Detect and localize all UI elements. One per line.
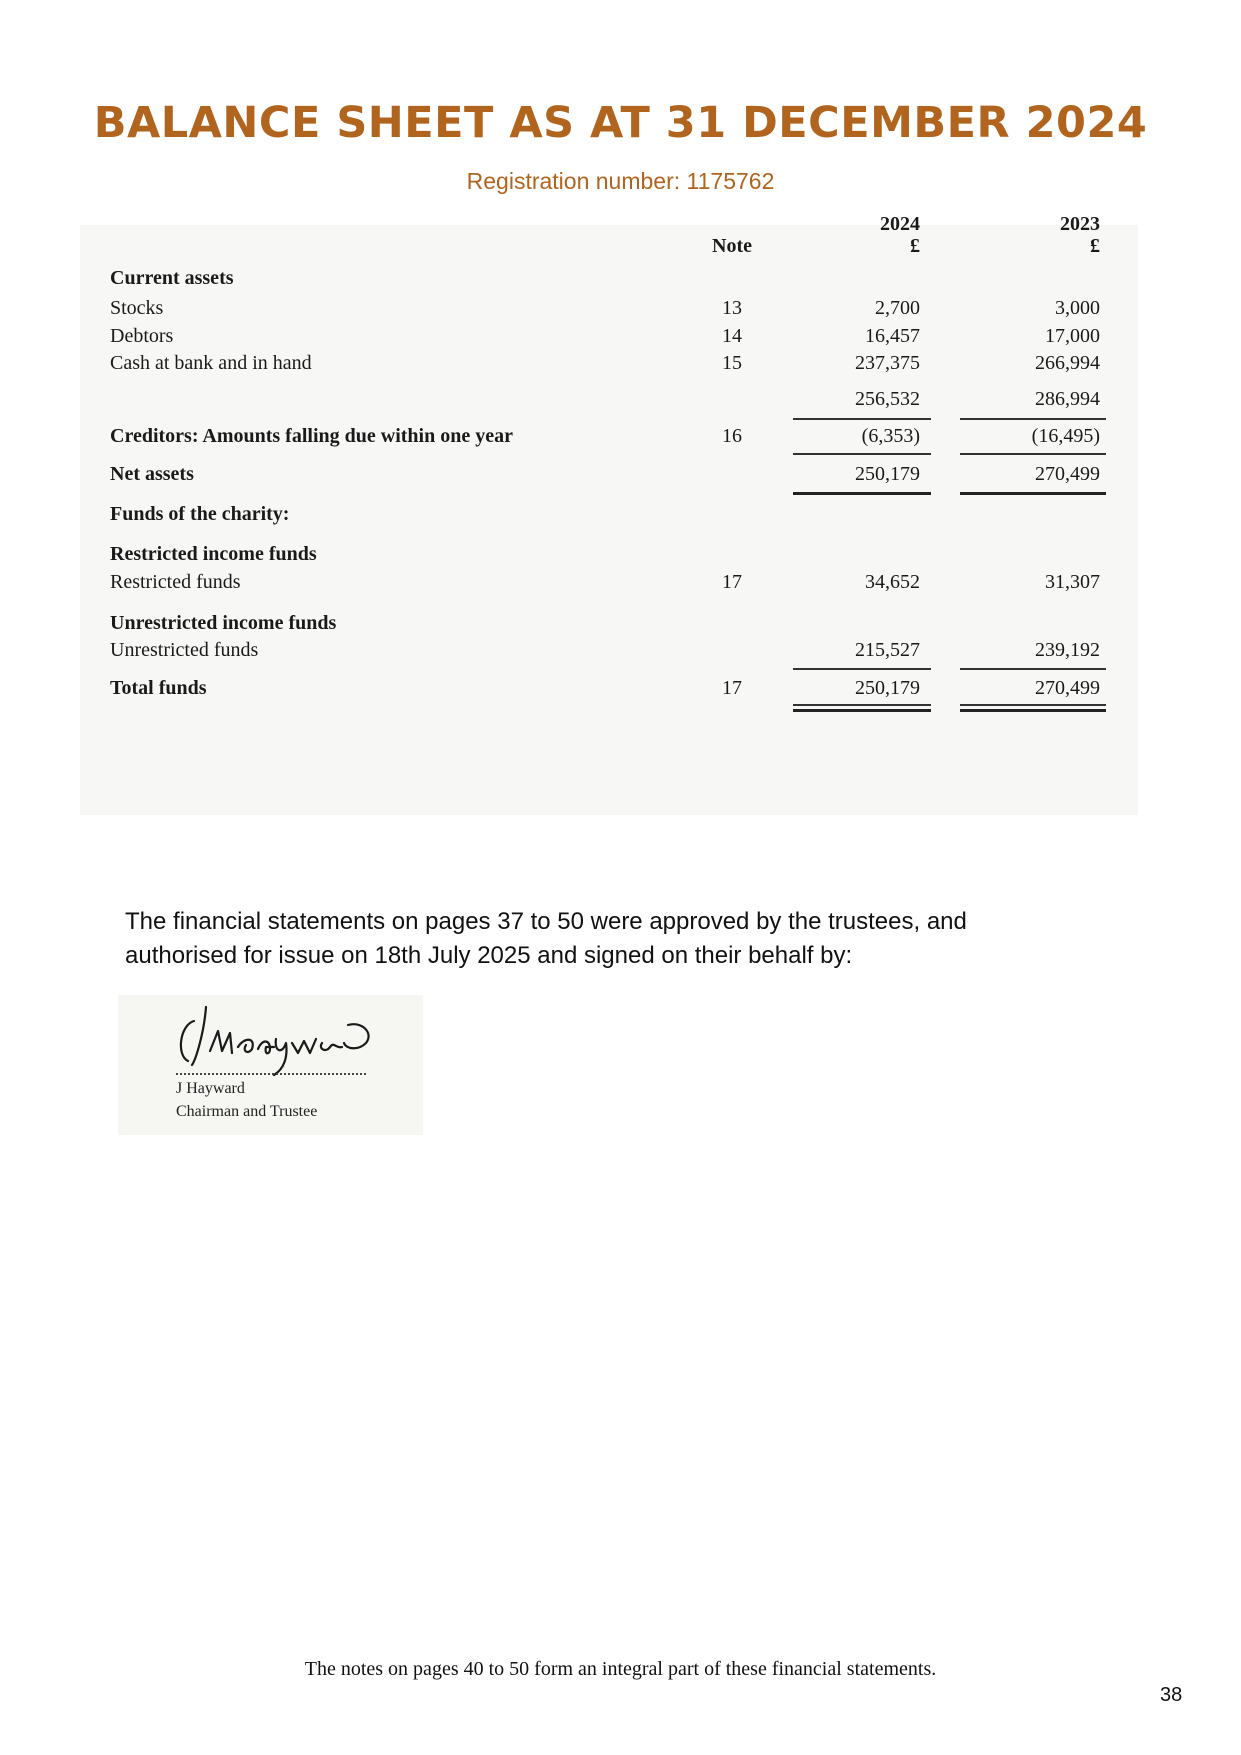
header-year-2024: 2024 [880,213,920,235]
row-label: Restricted income funds [110,543,317,565]
row-label: Creditors: Amounts falling due within one year [110,425,513,447]
signature-image [166,1003,406,1083]
table-row [80,543,1138,573]
row-value-2023: 3,000 [1055,297,1100,319]
row-note: 13 [722,297,742,319]
row-value-2024: 250,179 [855,677,920,699]
row-value-2023: 17,000 [1045,325,1100,347]
underline-rule [960,418,1106,420]
underline-rule [793,704,931,706]
registration-number: Registration number: 1175762 [466,168,775,194]
underline-rule [960,704,1106,706]
row-label: Funds of the charity: [110,503,290,525]
page-number: 38 [1160,1684,1183,1706]
signatory-name: J Hayward [176,1080,245,1097]
approval-statement: The financial statements on pages 37 to 50 were approved by the trustees, and authorised for issue on 18th July 2025 and signed on their behalf by: [125,908,967,969]
table-row [80,463,1138,493]
underline-rule [960,453,1106,455]
row-value-2023: 31,307 [1045,571,1100,593]
underline-rule [793,668,931,670]
row-note: 16 [722,425,742,447]
signatory-role: Chairman and Trustee [176,1103,318,1120]
row-label: Net assets [110,463,194,485]
table-row [80,571,1138,601]
page-title: BALANCE SHEET AS AT 31 DECEMBER 2024 [93,98,1148,148]
row-value-2023: (16,495) [1031,425,1100,447]
table-row [80,503,1138,533]
underline-rule [793,492,931,495]
row-label: Debtors [110,325,174,347]
row-value-2023: 239,192 [1035,639,1100,661]
row-value-2023: 270,499 [1035,463,1100,485]
row-label: Stocks [110,297,164,319]
balance-sheet-table [80,213,1138,815]
row-note: 14 [722,325,742,347]
row-label: Unrestricted income funds [110,612,337,634]
header-currency-2023: £ [1090,235,1100,257]
header-year-2023: 2023 [1060,213,1100,235]
row-label: Cash at bank and in hand [110,352,312,374]
row-label: Current assets [110,267,234,289]
row-note: 15 [722,352,742,374]
row-note: 17 [722,677,742,699]
footer-note: The notes on pages 40 to 50 form an integral part of these financial statements. [304,1658,937,1680]
row-value-2024: 256,532 [855,388,920,410]
underline-rule [793,418,931,420]
double-underline-rule [960,709,1106,712]
row-value-2024: 215,527 [855,639,920,661]
row-label: Unrestricted funds [110,639,259,661]
signature-block [118,995,423,1135]
table-row-subtotal [80,388,1138,418]
row-value-2024: 250,179 [855,463,920,485]
header-note: Note [712,235,752,257]
underline-rule [960,668,1106,670]
underline-rule [793,453,931,455]
row-note: 17 [722,571,742,593]
row-value-2024: 237,375 [855,352,920,374]
row-value-2023: 266,994 [1035,352,1100,374]
row-value-2023: 286,994 [1035,388,1100,410]
signature-line [176,1073,366,1075]
table-row [80,677,1138,707]
header-currency-2024: £ [910,235,920,257]
double-underline-rule [793,709,931,712]
table-row [80,639,1138,669]
row-label: Total funds [110,677,207,699]
row-value-2024: (6,353) [861,425,920,447]
table-row [80,612,1138,642]
row-value-2024: 16,457 [865,325,920,347]
row-value-2024: 2,700 [875,297,920,319]
table-row [80,325,1138,355]
table-row [80,267,1138,297]
row-value-2024: 34,652 [865,571,920,593]
table-row [80,297,1138,327]
underline-rule [960,492,1106,495]
table-header-units [80,235,1138,265]
row-label: Restricted funds [110,571,241,593]
table-row [80,352,1138,382]
row-value-2023: 270,499 [1035,677,1100,699]
table-row [80,425,1138,455]
